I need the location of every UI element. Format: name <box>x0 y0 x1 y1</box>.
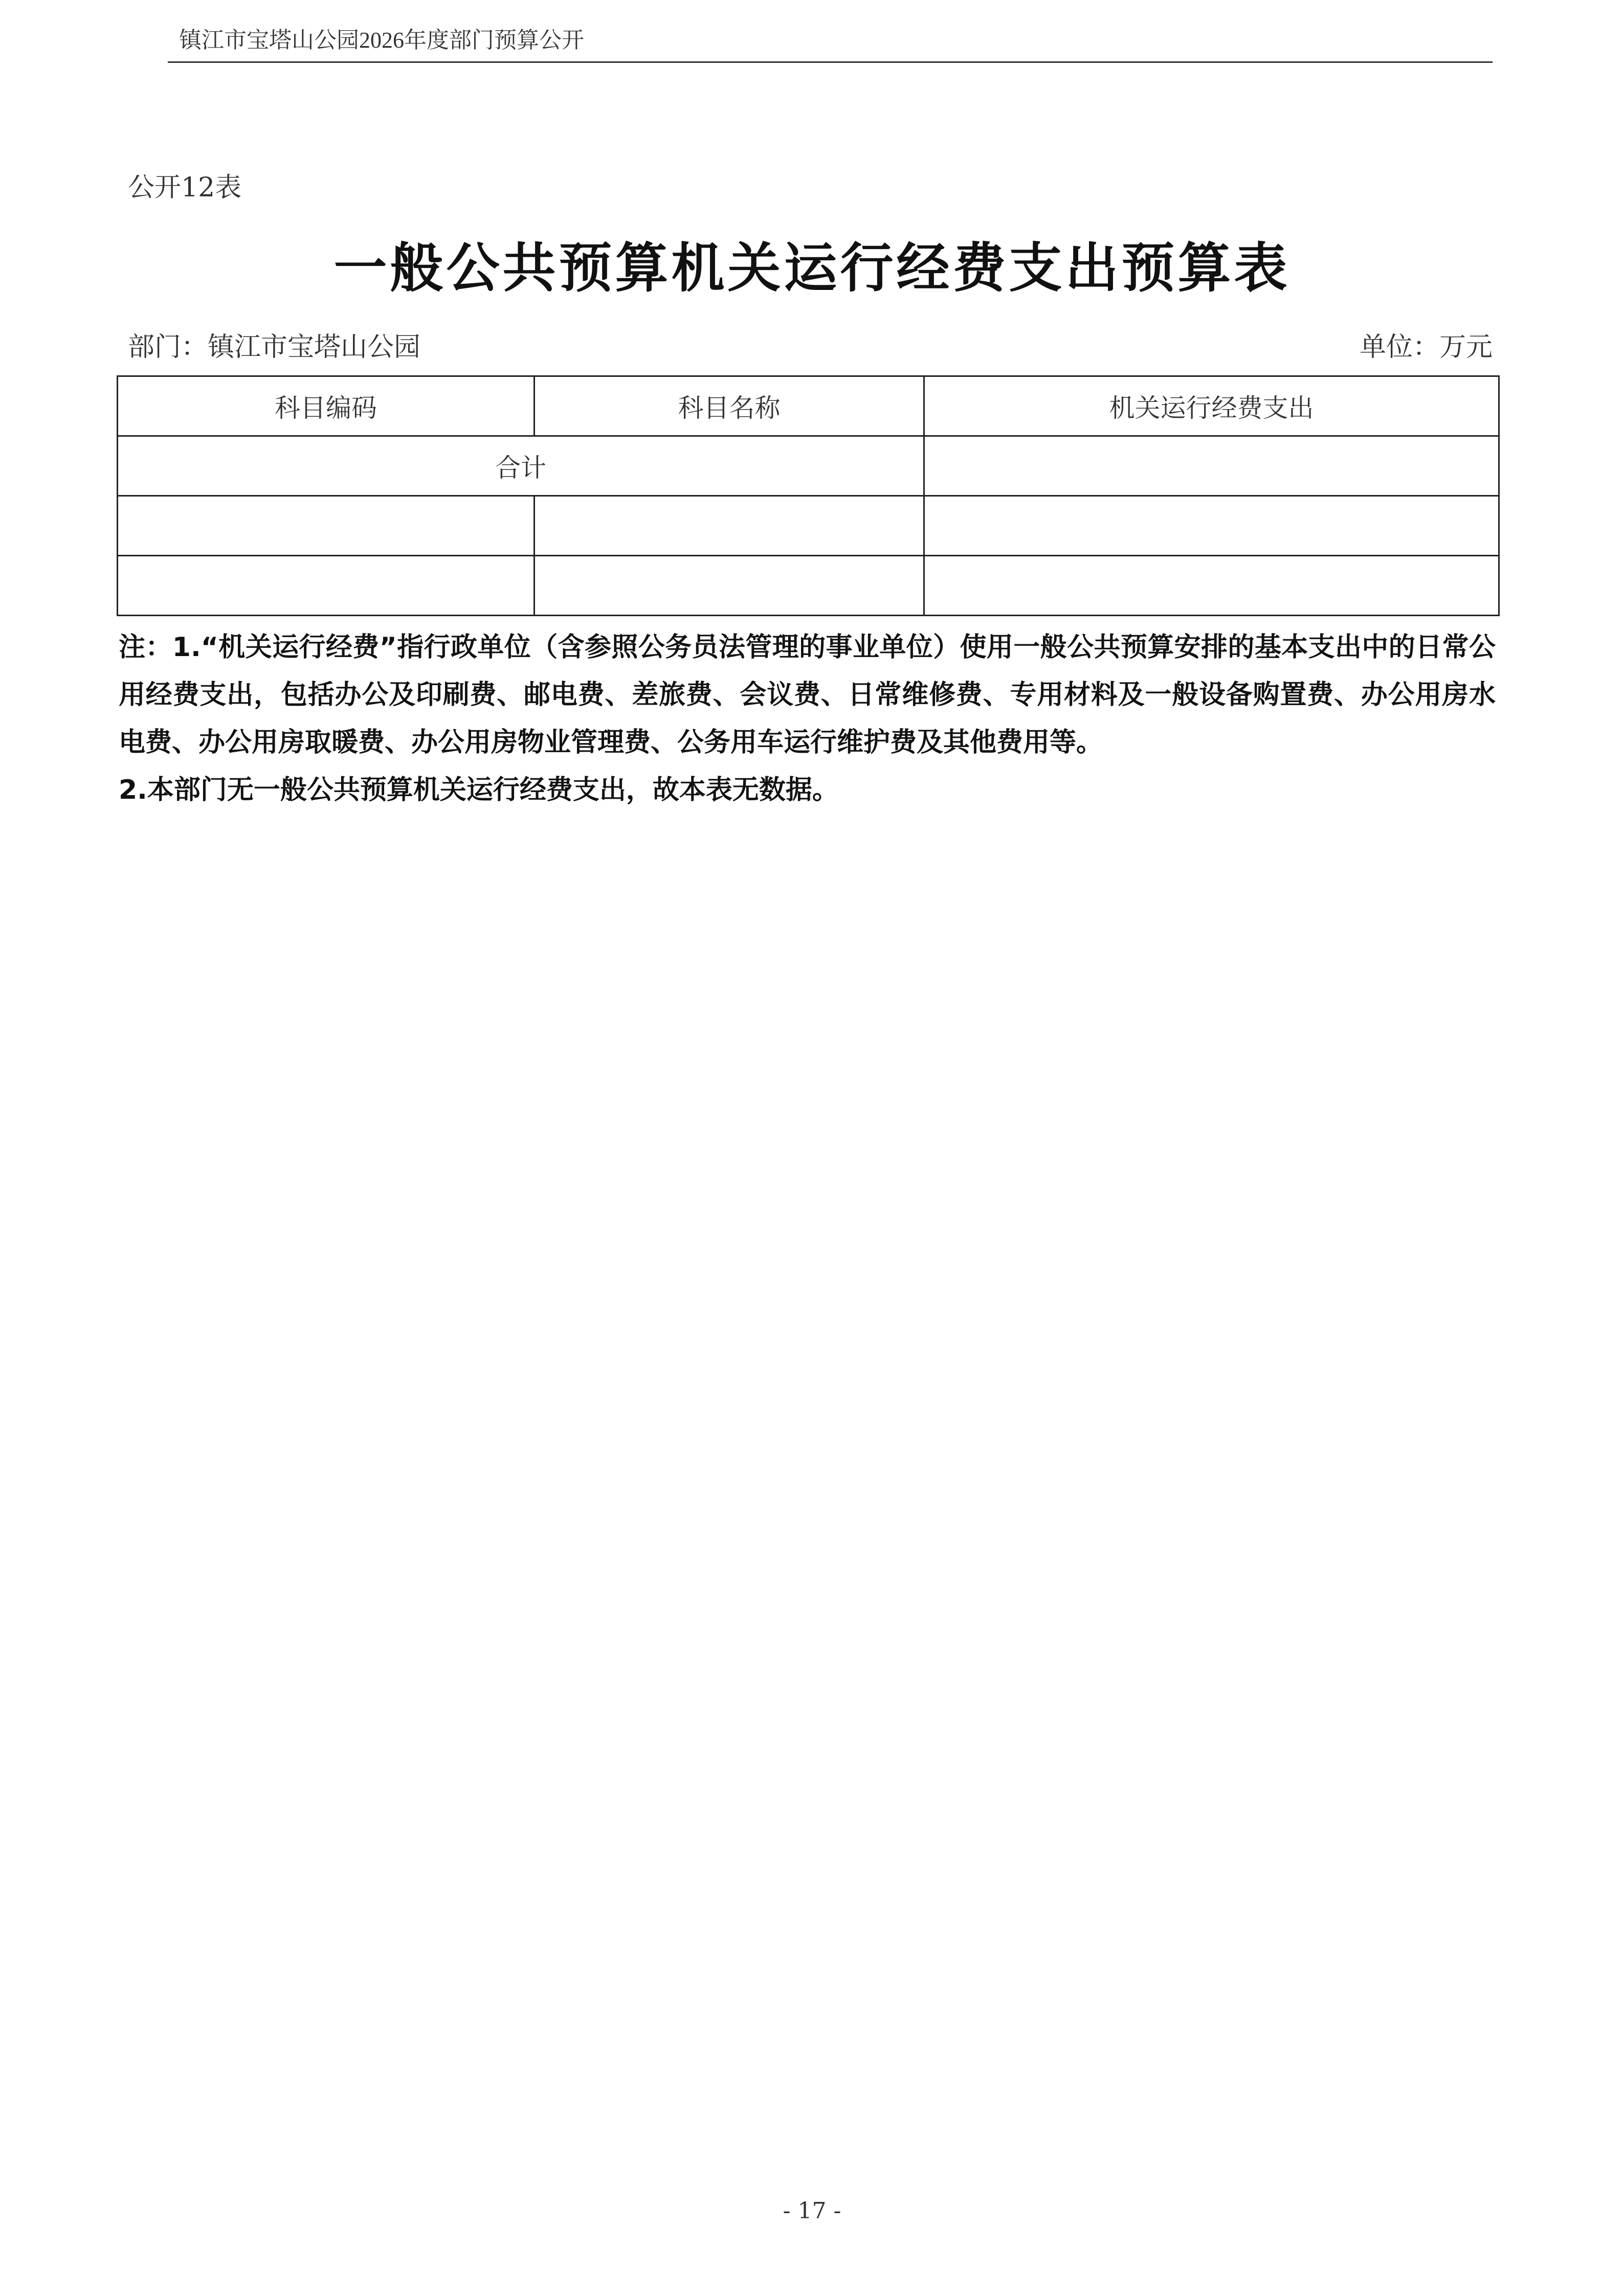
row-cell-code <box>118 496 535 556</box>
row-cell-name <box>535 556 924 616</box>
header-divider <box>168 61 1493 63</box>
running-header: 镇江市宝塔山公园2026年度部门预算公开 <box>179 28 584 53</box>
total-label: 合计 <box>118 436 924 496</box>
table-meta <box>128 325 1493 361</box>
row-cell-expense <box>924 496 1499 556</box>
notes <box>119 624 1496 814</box>
total-value <box>924 436 1499 496</box>
column-header-name: 科目名称 <box>535 376 924 436</box>
column-header-expense: 机关运行经费支出 <box>924 376 1499 436</box>
page-title: 一般公共预算机关运行经费支出预算表 <box>333 237 1291 299</box>
table-code: 公开12表 <box>128 172 242 203</box>
column-header-code: 科目编码 <box>118 376 535 436</box>
table-row <box>118 556 1499 616</box>
table-row <box>118 496 1499 556</box>
note-2: 2.本部门无一般公共预算机关运行经费支出，故本表无数据。 <box>119 775 839 805</box>
row-cell-code <box>118 556 535 616</box>
page-number: - 17 - <box>783 2198 841 2224</box>
note-1: 注：1.“机关运行经费”指行政单位（含参照公务员法管理的事业单位）使用一般公共预算安排的基本支出中的日常公用经费支出，包括办公及印刷费、邮电费、差旅费、会议费、日常维修费、专用材料及一般设备购置费、办公用房水电费、办公用房取暖费、办公用房物业管理费、公务用车运行维护费及其他费用等。 <box>119 632 1496 758</box>
department-label: 部门：镇江市宝塔山公园 <box>128 332 421 363</box>
table-header-row <box>118 376 1499 436</box>
row-cell-expense <box>924 556 1499 616</box>
total-row <box>118 436 1499 496</box>
unit-label: 单位：万元 <box>1359 332 1493 363</box>
row-cell-name <box>535 496 924 556</box>
budget-table <box>117 375 1500 616</box>
